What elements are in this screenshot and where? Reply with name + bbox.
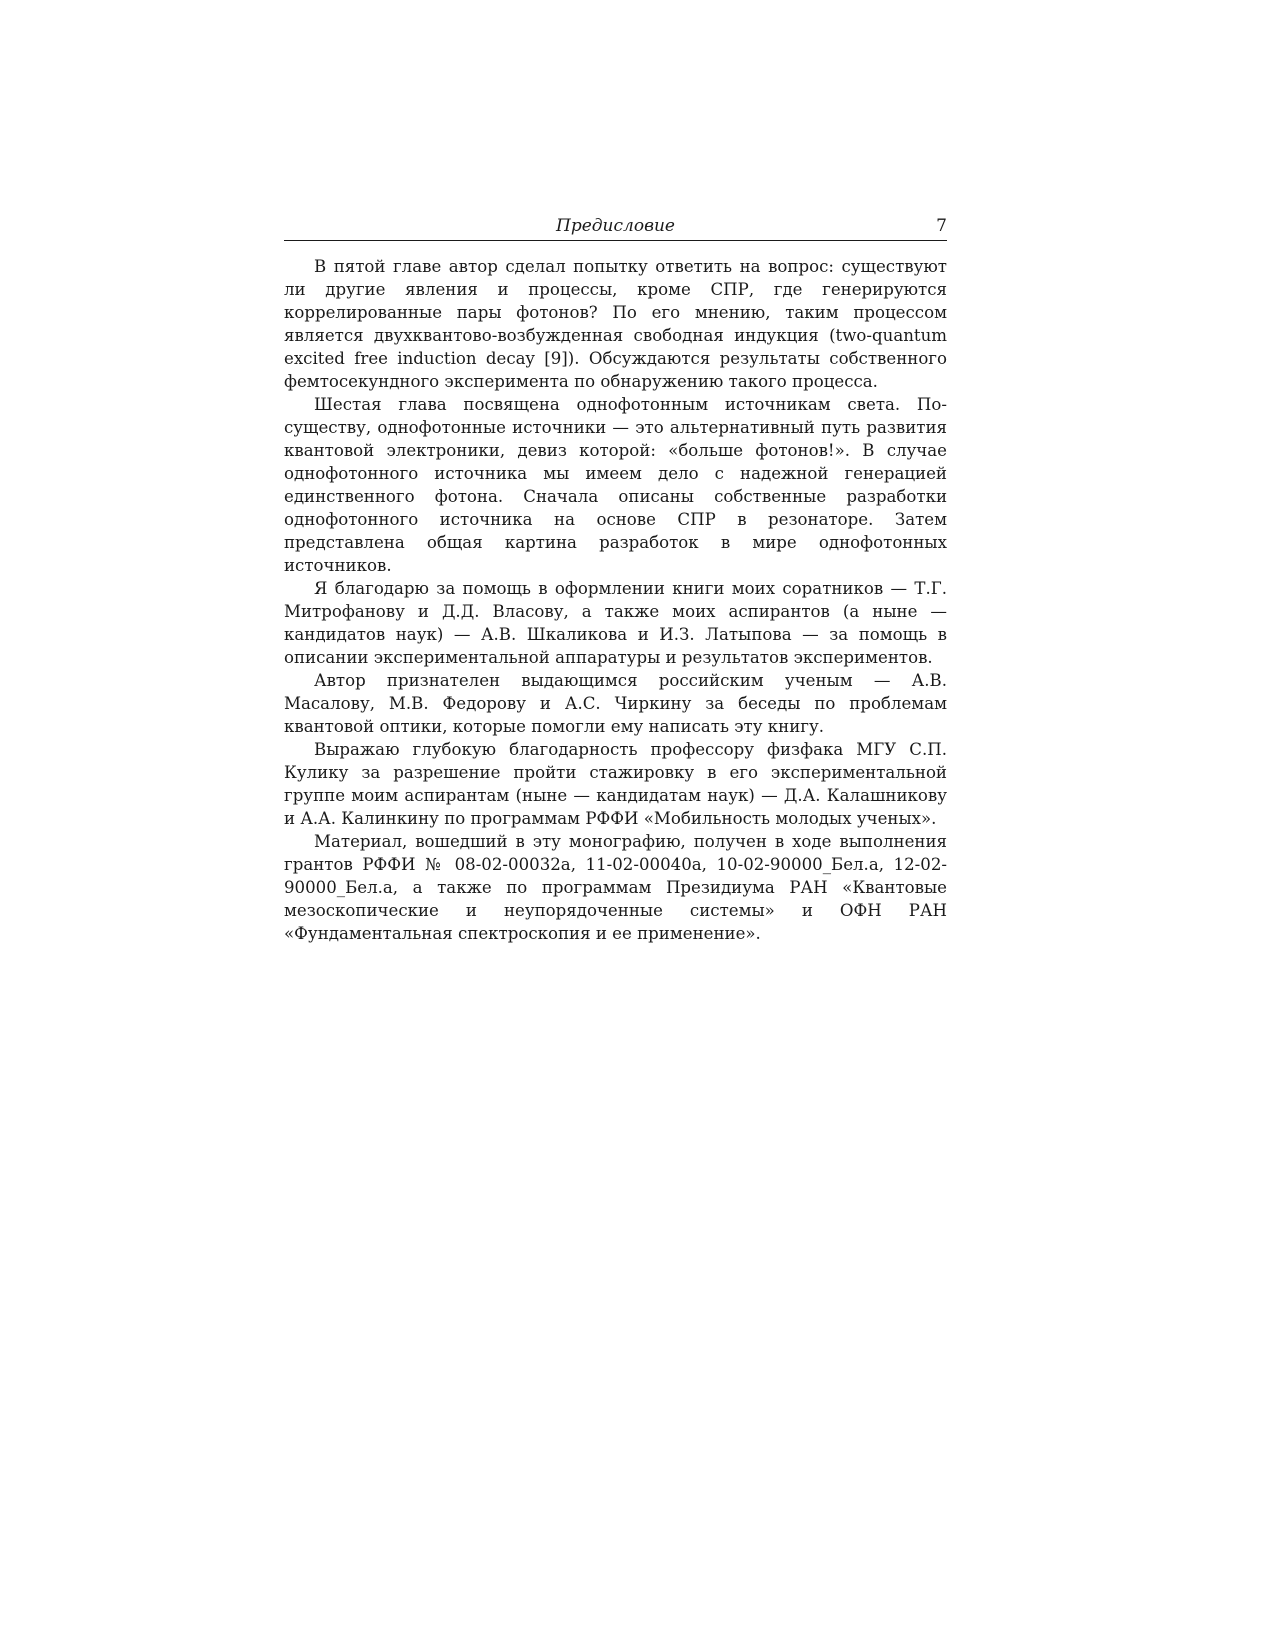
body-text [284, 255, 947, 945]
paragraph: Материал, вошедший в эту монографию, получен в ходе выполнения грантов РФФИ № 08-02-00032а, 11-02-00040а, 10-02-90000_Бел.а, 12-02-90000_Бел.а, а также по программам Президиума РАН «Квантовые мезоскопические и неупорядоченные системы» и ОФН РАН «Фундаментальная спектроскопия и ее применение». [284, 832, 947, 943]
paragraph: В пятой главе автор сделал попытку ответить на вопрос: существуют ли другие явления и процессы, кроме СПР, где генерируются коррелированные пары фотонов? По его мнению, таким процессом является двухквантово-возбужденная свободная индукция (two-quantum excited free induction decay [9]). Обсуждаются результаты собственного фемтосекундного эксперимента по обнаружению такого процесса. [284, 257, 947, 391]
paragraph: Выражаю глубокую благодарность профессору физфака МГУ С.П. Кулику за разрешение пройти стажировку в его экспериментальной группе моим аспирантам (ныне — кандидатам наук) — Д.А. Калашникову и А.А. Калинкину по программам РФФИ «Мобильность молодых ученых». [284, 740, 947, 828]
running-title: Предисловие [556, 216, 675, 236]
page-number: 7 [936, 216, 947, 236]
running-header [284, 214, 947, 241]
paragraph: Автор признателен выдающимся российским ученым — А.В. Масалову, М.В. Федорову и А.С. Чиркину за беседы по проблемам квантовой оптики, которые помогли ему написать эту книгу. [284, 671, 947, 736]
paragraph: Шестая глава посвящена однофотонным источникам света. По-существу, однофотонные источники — это альтернативный путь развития квантовой электроники, девиз которой: «больше фотонов!». В случае однофотонного источника мы имеем дело с надежной генерацией единственного фотона. Сначала описаны собственные разработки однофотонного источника на основе СПР в резонаторе. Затем представлена общая картина разработок в мире однофотонных источников. [284, 395, 947, 575]
paragraph: Я благодарю за помощь в оформлении книги моих соратников — Т.Г. Митрофанову и Д.Д. Власову, а также моих аспирантов (а ныне — кандидатов наук) — А.В. Шкаликова и И.З. Латыпова — за помощь в описании экспериментальной аппаратуры и результатов экспериментов. [284, 579, 947, 667]
book-page [284, 214, 947, 945]
